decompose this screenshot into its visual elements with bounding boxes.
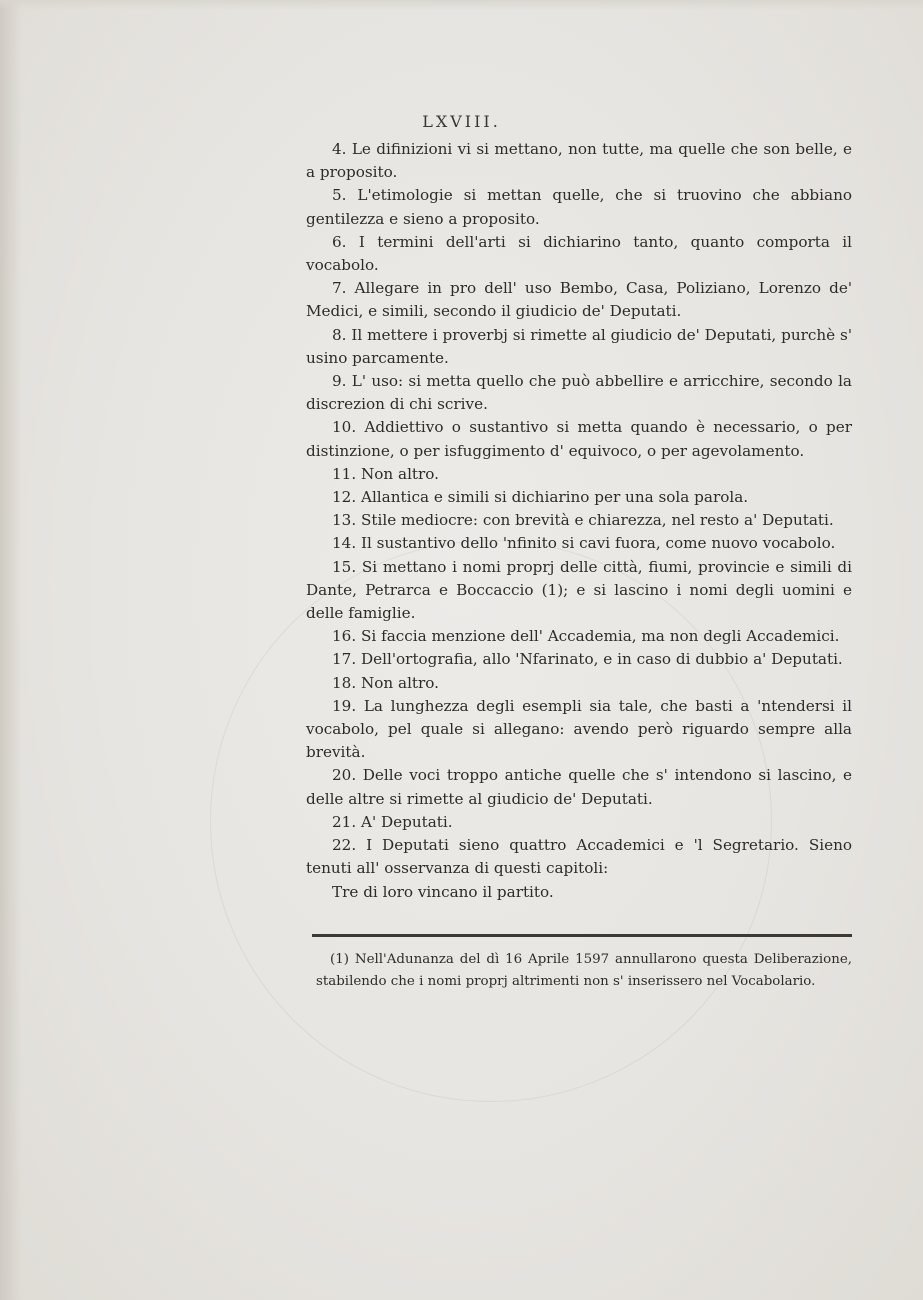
paragraph-19: 19. La lunghezza degli esempli sia tale, che basti a 'ntendersi il vocabolo, pel quale si allegano: avendo però riguardo sempre alla brevità. [306,696,852,762]
paragraph-9: 9. L' uso: si metta quello che può abbellire e arricchire, secondo la discrezion di chi scrive. [306,372,852,414]
paragraph-20: 20. Delle voci troppo antiche quelle che s' intendono si lascino, e delle altre si rimette al giudicio de' Deputati. [306,766,852,808]
page-number: LXVIII. [422,112,501,131]
paragraph-16: 16. Si faccia menzione dell' Accademia, ma non degli Accademici. [332,627,840,646]
footnote: (1) Nell'Adunanza del dì 16 Aprile 1597 annullarono questa Deliberazione, stabilendo che i nomi proprj altrimenti non s' inserissero nel Vocabolario. [316,952,852,989]
paragraph-21: 21. A' Deputati. [332,812,453,831]
paragraph-13: 13. Stile mediocre: con brevità e chiarezza, nel resto a' Deputati. [332,511,834,530]
closing-line: Tre di loro vincano il partito. [332,882,554,901]
paragraph-10: 10. Addiettivo o sustantivo si metta quando è necessario, o per distinzione, o per isfuggimento d' equivoco, o per agevolamento. [306,418,852,460]
paragraph-12: 12. Allantica e simili si dichiarino per una sola parola. [332,488,749,507]
body-text [306,138,852,904]
page-edge-shadow [0,0,22,1300]
paragraph-22: 22. I Deputati sieno quattro Accademici e 'l Segretario. Sieno tenuti all' osservanza di questi capitoli: [306,836,852,878]
footnote-divider [312,934,852,937]
paragraph-5: 5. L'etimologie si mettan quelle, che si truovino che abbiano gentilezza e sieno a proposito. [306,186,852,228]
paragraph-7: 7. Allegare in pro dell' uso Bembo, Casa, Poliziano, Lorenzo de' Medici, e simili, secondo il giudicio de' Deputati. [306,279,852,321]
page-top-shadow [0,0,923,10]
paragraph-6: 6. I termini dell'arti si dichiarino tanto, quanto comporta il vocabolo. [306,232,852,275]
paragraph-11: 11. Non altro. [332,464,440,483]
paragraph-4: 4. Le difinizioni vi si mettano, non tutte, ma quelle che son belle, e a proposito. [306,140,852,182]
paragraph-8: 8. Il mettere i proverbj si rimette al giudicio de' Deputati, purchè s' usino parcamente. [306,325,852,367]
paragraph-15: 15. Si mettano i nomi proprj delle città, fiumi, provincie e simili di Dante, Petrarca e Boccaccio (1); e si lascino i nomi degli uomini e delle famiglie. [306,557,852,623]
paragraph-17: 17. Dell'ortografia, allo 'Nfarinato, e in caso di dubbio a' Deputati. [332,650,843,669]
paragraph-18: 18. Non altro. [332,673,440,692]
paragraph-14: 14. Il sustantivo dello 'nfinito si cavi fuora, come nuovo vocabolo. [332,534,836,553]
